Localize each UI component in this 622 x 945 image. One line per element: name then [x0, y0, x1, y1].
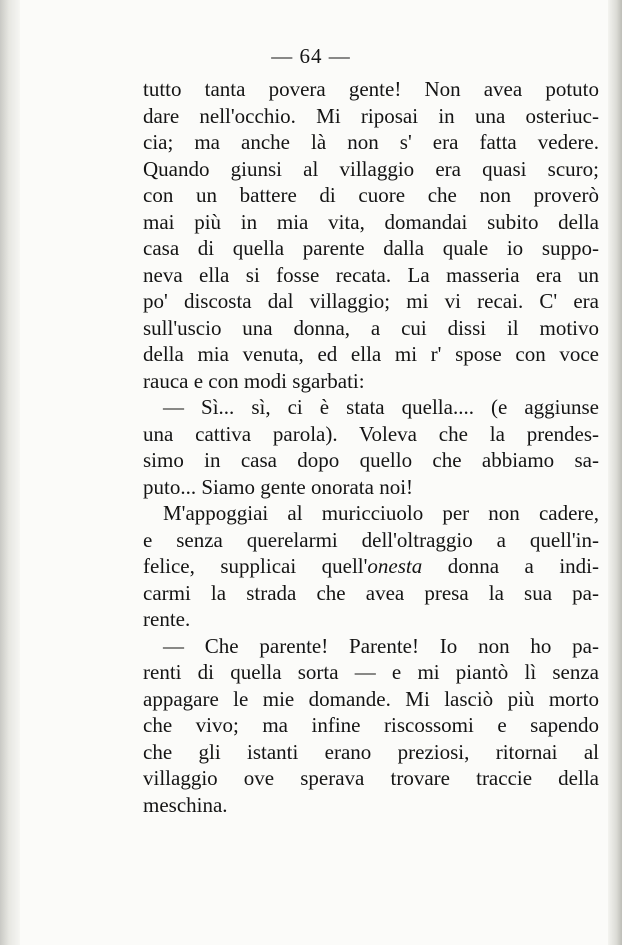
text-line: puto... Siamo gente onorata noi!	[143, 474, 414, 499]
text-line: e senza querelarmi dell'oltraggio a quell'in-	[143, 527, 599, 552]
text-line: con un battere di cuore che non proverò	[143, 183, 599, 207]
page-gutter-shadow	[0, 0, 20, 945]
text-line: — Che parente! Parente! Io non ho pa-	[163, 633, 599, 658]
text-segment: donna a indi-	[447, 554, 599, 578]
text-line: appagare le mie domande. Mi lasciò più morto	[143, 686, 599, 711]
text-line: carmi la strada che avea presa la sua pa-	[143, 580, 599, 605]
page-edge-shadow	[608, 0, 622, 945]
text-line: — Sì... sì, ci è stata quella.... (e aggiunse	[163, 395, 599, 419]
text-line	[143, 553, 599, 580]
text-line: neva ella si fosse recata. La masseria era un	[143, 262, 599, 287]
text-line: mai più in mia vita, domandai subito della	[143, 209, 599, 234]
text-line: una cattiva parola). Voleva che la prendes-	[143, 421, 599, 446]
page-number: — 64 —	[271, 44, 351, 68]
italic-word: onesta	[367, 554, 423, 578]
text-line: rente.	[143, 607, 191, 631]
text-line: simo in casa dopo quello che abbiamo sa-	[143, 448, 599, 472]
text-line: che gli istanti erano preziosi, ritornai al	[143, 739, 599, 764]
text-line: rauca e con modi sgarbati:	[143, 368, 365, 393]
text-line: dare nell'occhio. Mi riposai in una osteriuc-	[143, 103, 599, 128]
text-line: M'appoggiai al muricciuolo per non cadere,	[163, 501, 599, 525]
text-line: villaggio ove sperava trovare traccie della	[143, 766, 599, 790]
text-line: renti di quella sorta — e mi piantò lì senza	[143, 660, 599, 684]
text-line: che vivo; ma infine riscossomi e sapendo	[143, 713, 599, 737]
text-line: po' discosta dal villaggio; mi vi recai. C' era	[143, 289, 599, 313]
text-line: tutto tanta povera gente! Non avea potuto	[143, 77, 599, 101]
text-segment: felice, supplicai quell'	[143, 554, 368, 578]
body-text	[143, 76, 599, 818]
text-line: cia; ma anche là non s' era fatta vedere.	[143, 130, 599, 154]
text-line: casa di quella parente dalla quale io suppo-	[143, 236, 599, 260]
text-line: della mia venuta, ed ella mi r' spose con voce	[143, 342, 599, 366]
text-line: Quando giunsi al villaggio era quasi scuro;	[143, 156, 599, 181]
text-line: meschina.	[143, 792, 228, 817]
text-line: sull'uscio una donna, a cui dissi il motivo	[143, 315, 599, 340]
